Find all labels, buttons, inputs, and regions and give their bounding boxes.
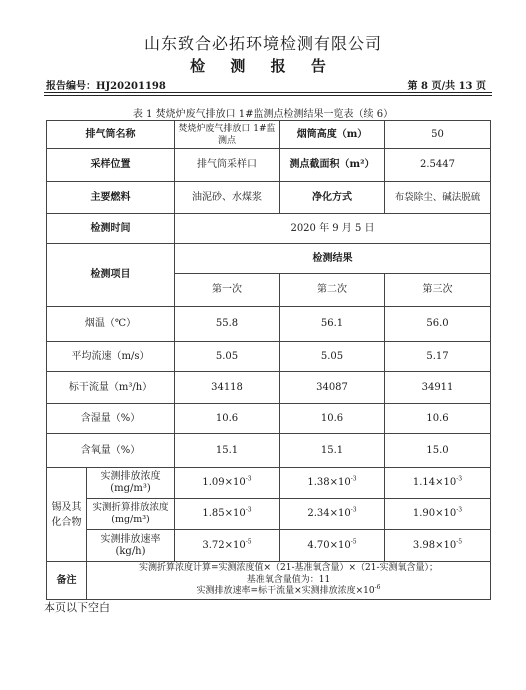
tin-conc-unit: (mg/m³) xyxy=(110,483,151,494)
cell-value xyxy=(280,499,385,530)
section-value: 2.5447 xyxy=(385,149,491,182)
tin-rate-unit: (kg/h) xyxy=(115,545,146,557)
table-row xyxy=(47,372,491,404)
results-table xyxy=(46,120,491,600)
cell-value: 34118 xyxy=(175,372,280,404)
cell-value: 10.6 xyxy=(280,404,385,434)
tin-conc-name: 实测排放浓度 xyxy=(100,471,161,482)
table-row xyxy=(47,121,491,149)
value-exponent: -5 xyxy=(350,538,357,546)
cell-value xyxy=(385,530,491,562)
value-mantissa: 1.14×10 xyxy=(412,477,457,488)
cell-value: 15.0 xyxy=(385,434,491,468)
section-label: 测点截面积（m²） xyxy=(280,149,385,182)
table-row xyxy=(47,149,491,182)
cell-value xyxy=(385,468,491,499)
table-row xyxy=(47,434,491,468)
value-mantissa: 4.70×10 xyxy=(307,539,351,551)
page-indicator: 第 8 页/共 13 页 xyxy=(407,81,486,92)
table-row xyxy=(47,182,491,214)
remark-line-3: 实测排放速率=标干流量×实测排放浓度×10 xyxy=(196,586,375,597)
stack-name-value: 焚烧炉废气排放口 1#监测点 xyxy=(175,121,280,149)
run-header-2: 第二次 xyxy=(280,274,385,307)
run-header-3: 第三次 xyxy=(385,274,491,307)
header-rule xyxy=(44,92,492,93)
value-exponent: -3 xyxy=(456,475,463,483)
cell-value xyxy=(280,468,385,499)
value-exponent: -3 xyxy=(350,475,357,483)
cell-value: 34087 xyxy=(280,372,385,404)
cell-value: 15.1 xyxy=(280,434,385,468)
cell-value: 34911 xyxy=(385,372,491,404)
tin-group-label: 锡及其化合物 xyxy=(47,468,87,562)
cell-value: 10.6 xyxy=(175,404,280,434)
remark-text xyxy=(87,562,491,600)
row-label: 含湿量（%） xyxy=(47,404,175,434)
company-name: 山东致合必拓环境检测有限公司 xyxy=(143,34,382,53)
cell-value: 5.05 xyxy=(280,342,385,372)
row-label: 标干流量（m³/h） xyxy=(47,372,175,404)
purify-value: 布袋除尘、碱法脱硫 xyxy=(385,182,491,214)
table-row xyxy=(47,530,491,562)
cell-value: 10.6 xyxy=(385,404,491,434)
cell-value: 5.05 xyxy=(175,342,280,372)
cell-value xyxy=(280,530,385,562)
table-row xyxy=(47,214,491,244)
tin-rate-name: 实测排放速率 xyxy=(100,533,161,545)
table-row xyxy=(47,499,491,530)
table-row xyxy=(47,562,491,600)
value-exponent: -5 xyxy=(456,538,463,546)
cell-value: 15.1 xyxy=(175,434,280,468)
date-label: 检测时间 xyxy=(47,214,175,244)
report-number xyxy=(46,77,166,92)
value-mantissa: 1.09×10 xyxy=(202,477,246,488)
end-of-page-note: 本页以下空白 xyxy=(44,601,110,614)
value-mantissa: 3.72×10 xyxy=(202,539,246,551)
row-label: 烟温（℃） xyxy=(47,307,175,342)
fuel-label: 主要燃料 xyxy=(47,182,175,214)
date-value: 2020 年 9 月 5 日 xyxy=(175,214,491,244)
report-number-label: 报告编号： xyxy=(46,81,96,92)
table-row xyxy=(47,404,491,434)
table-row xyxy=(47,468,491,499)
value-exponent: -3 xyxy=(350,506,357,514)
value-mantissa: 1.38×10 xyxy=(307,477,351,488)
table-row xyxy=(47,342,491,372)
value-mantissa: 1.85×10 xyxy=(202,508,246,519)
cell-value xyxy=(175,499,280,530)
remark-line-1: 实测折算浓度计算=实测浓度值×（21-基准氧含量）×（21-实测氧含量）； xyxy=(138,563,439,574)
tin-conv-name: 实测折算排放浓度 xyxy=(92,502,169,513)
purify-label: 净化方式 xyxy=(280,182,385,214)
result-header: 检测结果 xyxy=(175,244,491,274)
row-label: 含氧量（%） xyxy=(47,434,175,468)
row-label: 平均流速（m/s） xyxy=(47,342,175,372)
cell-value xyxy=(385,499,491,530)
sampling-label: 采样位置 xyxy=(47,149,175,182)
cell-value: 5.17 xyxy=(385,342,491,372)
value-mantissa: 3.98×10 xyxy=(412,539,457,551)
tin-rate-label xyxy=(87,530,175,562)
table-row xyxy=(47,244,491,274)
item-header: 检测项目 xyxy=(47,244,175,307)
cell-value: 56.1 xyxy=(280,307,385,342)
tin-conv-unit: (mg/m³) xyxy=(111,514,150,525)
value-exponent: -5 xyxy=(245,538,252,546)
stack-height-label: 烟筒高度（m） xyxy=(280,121,385,149)
cell-value xyxy=(175,468,280,499)
value-mantissa: 2.34×10 xyxy=(307,508,351,519)
table-row xyxy=(47,307,491,342)
cell-value: 55.8 xyxy=(175,307,280,342)
table-caption: 表 1 焚烧炉废气排放口 1#监测点检测结果一览表（续 6） xyxy=(132,109,394,120)
remark-line-3-exponent: -6 xyxy=(374,584,381,592)
tin-conc-label xyxy=(87,468,175,499)
value-mantissa: 1.90×10 xyxy=(412,508,457,519)
remark-label: 备注 xyxy=(47,562,87,600)
value-exponent: -3 xyxy=(245,475,252,483)
stack-height-value: 50 xyxy=(385,121,491,149)
cell-value xyxy=(175,530,280,562)
sampling-value: 排气筒采样口 xyxy=(175,149,280,182)
run-header-1: 第一次 xyxy=(175,274,280,307)
remark-line-2: 基准氧含量值为：11 xyxy=(246,574,331,585)
cell-value: 56.0 xyxy=(385,307,491,342)
report-number-value: HJ20201198 xyxy=(96,81,166,92)
fuel-value: 油泥砂、水煤浆 xyxy=(175,182,280,214)
header-rule-thin xyxy=(44,95,492,96)
value-exponent: -3 xyxy=(456,506,463,514)
value-exponent: -3 xyxy=(245,506,252,514)
report-title: 检 测 报 告 xyxy=(190,57,336,75)
stack-name-label: 排气筒名称 xyxy=(47,121,175,149)
tin-conv-label xyxy=(87,499,175,530)
